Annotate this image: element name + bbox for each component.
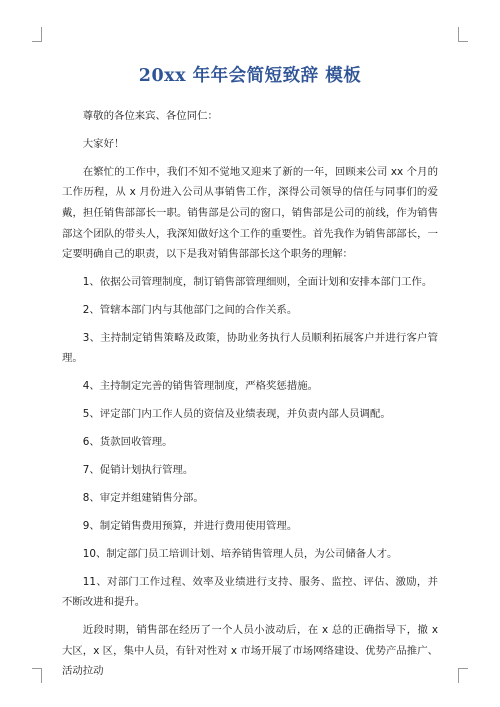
duty-item-5: 5、评定部门内工作人员的资信及业绩表现，并负责内部人员调配。 (82, 408, 391, 421)
salutation: 尊敬的各位来宾、各位同仁： (82, 110, 218, 122)
duty-item-6: 6、货款回收管理。 (82, 436, 173, 449)
recent-period-paragraph: 近段时期，销售部在经历了一个人员小波动后，在 x 总的正确指导下，撤 x 大区，x 区，集中人员，有针对性对 x 市场开展了市场网络建设、优势产品推广、活动拉动 (62, 624, 438, 678)
intro-paragraph: 在繁忙的工作中，我们不知不觉地又迎来了新的一年，回顾来公司 xx 个月的工作历程，从 x 月份进入公司从事销售工作，深得公司领导的信任与同事们的爱戴，担任销售部部长一职。销售部是公司的窗口，销售部是公司的前线，作为销售部这个团队的带头人，我深知做好这个工作的重要性。首先我作为销售部部长，一定要明确自己的职责，以下是我对销售部部长这个职务的理解： (62, 165, 438, 261)
document-title: 20xx 年年会简短致辞 模板 (138, 66, 362, 86)
duty-item-8: 8、审定并组建销售分部。 (82, 491, 204, 504)
duty-item-1: 1、依据公司管理制度，制订销售部管理细则，全面计划和安排本部门工作。 (82, 276, 433, 289)
duty-item-7: 7、促销计划执行管理。 (82, 463, 194, 476)
duty-item-3: 3、主持制定销售策略及政策，协助业务执行人员顺利拓展客户并进行客户管理。 (62, 331, 438, 365)
duty-item-9: 9、制定销售费用预算，并进行费用使用管理。 (82, 519, 298, 532)
crop-mark-top-left (32, 27, 42, 42)
duty-item-10: 10、制定部门员工培训计划、培养销售管理人员，为公司储备人才。 (82, 547, 398, 560)
crop-mark-top-right (458, 27, 468, 42)
document-body (62, 106, 438, 689)
crop-mark-bottom-left (32, 668, 42, 683)
duty-item-4: 4、主持制定完善的销售管理制度，严格奖惩措施。 (82, 380, 318, 393)
duty-item-2: 2、管辖本部门内与其他部门之间的合作关系。 (82, 303, 298, 316)
crop-mark-bottom-right (458, 668, 468, 683)
greeting: 大家好！ (82, 137, 125, 150)
duty-item-11: 11、对部门工作过程、效率及业绩进行支持、服务、监控、评估、激励，并不断改进和提升。 (62, 575, 438, 609)
